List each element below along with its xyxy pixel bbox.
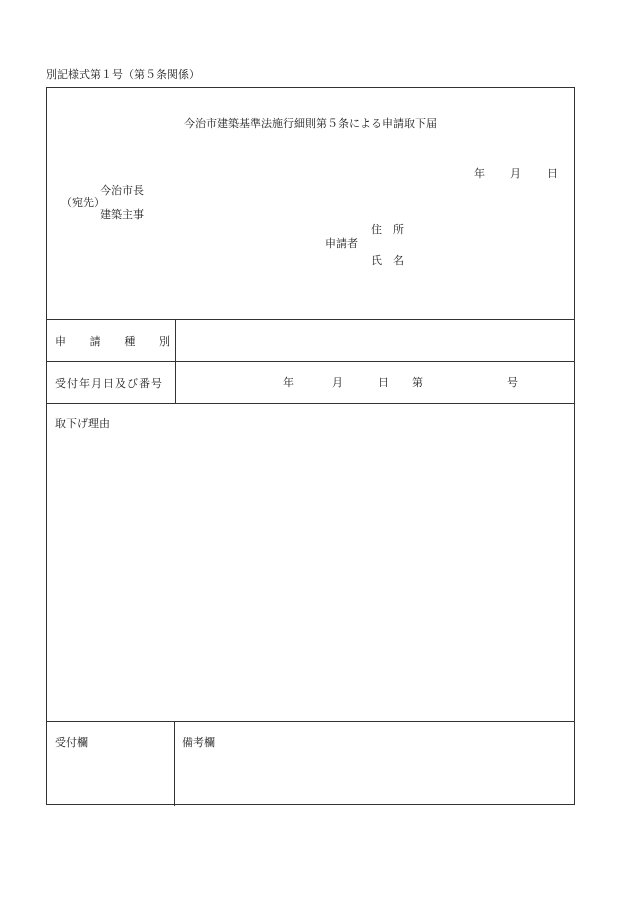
receipt-value [47, 377, 576, 389]
application-type-char-3: 種 [124, 335, 136, 348]
date-year-label: 年 [474, 167, 485, 180]
date-day-label: 日 [547, 167, 558, 180]
column-divider-upper [175, 319, 176, 403]
applicant-address-label: 住 所 [371, 223, 404, 236]
receipt-label: 受付年月日及び番号 [55, 377, 163, 390]
applicant-label: 申請者 [325, 237, 358, 250]
date-month-label: 月 [510, 167, 521, 180]
receipt-number-label: 号 [507, 376, 518, 389]
applicant-name-label: 氏 名 [371, 254, 404, 267]
receipt-year-label: 年 [283, 376, 294, 389]
divider-receipt [47, 403, 574, 404]
receipt-dai-label: 第 [412, 376, 423, 389]
addressee-mayor: 今治市長 [100, 184, 144, 197]
reception-label: 受付欄 [55, 736, 88, 749]
withdrawal-reason-label: 取下げ理由 [55, 417, 110, 430]
column-divider-lower [174, 721, 175, 806]
application-type-label [55, 336, 170, 347]
application-type-char-4: 別 [158, 335, 170, 348]
application-type-value [179, 324, 569, 358]
remarks-label: 備考欄 [182, 736, 215, 749]
divider-reason [47, 721, 574, 722]
addressee-building-official: 建築主事 [100, 208, 144, 221]
receipt-month-label: 月 [332, 376, 343, 389]
form-title: 今治市建築基準法施行細則第５条による申請取下届 [184, 117, 437, 130]
application-type-char-1: 申 [55, 335, 66, 348]
divider-header [47, 319, 574, 320]
divider-type [47, 361, 574, 362]
receipt-day-label: 日 [378, 376, 389, 389]
form-frame [46, 87, 575, 805]
withdrawal-reason-area [51, 436, 569, 716]
application-type-char-2: 請 [89, 335, 101, 348]
form-label: 別記様式第１号（第５条関係） [46, 68, 200, 81]
addressee-prefix: （宛先） [61, 196, 105, 209]
